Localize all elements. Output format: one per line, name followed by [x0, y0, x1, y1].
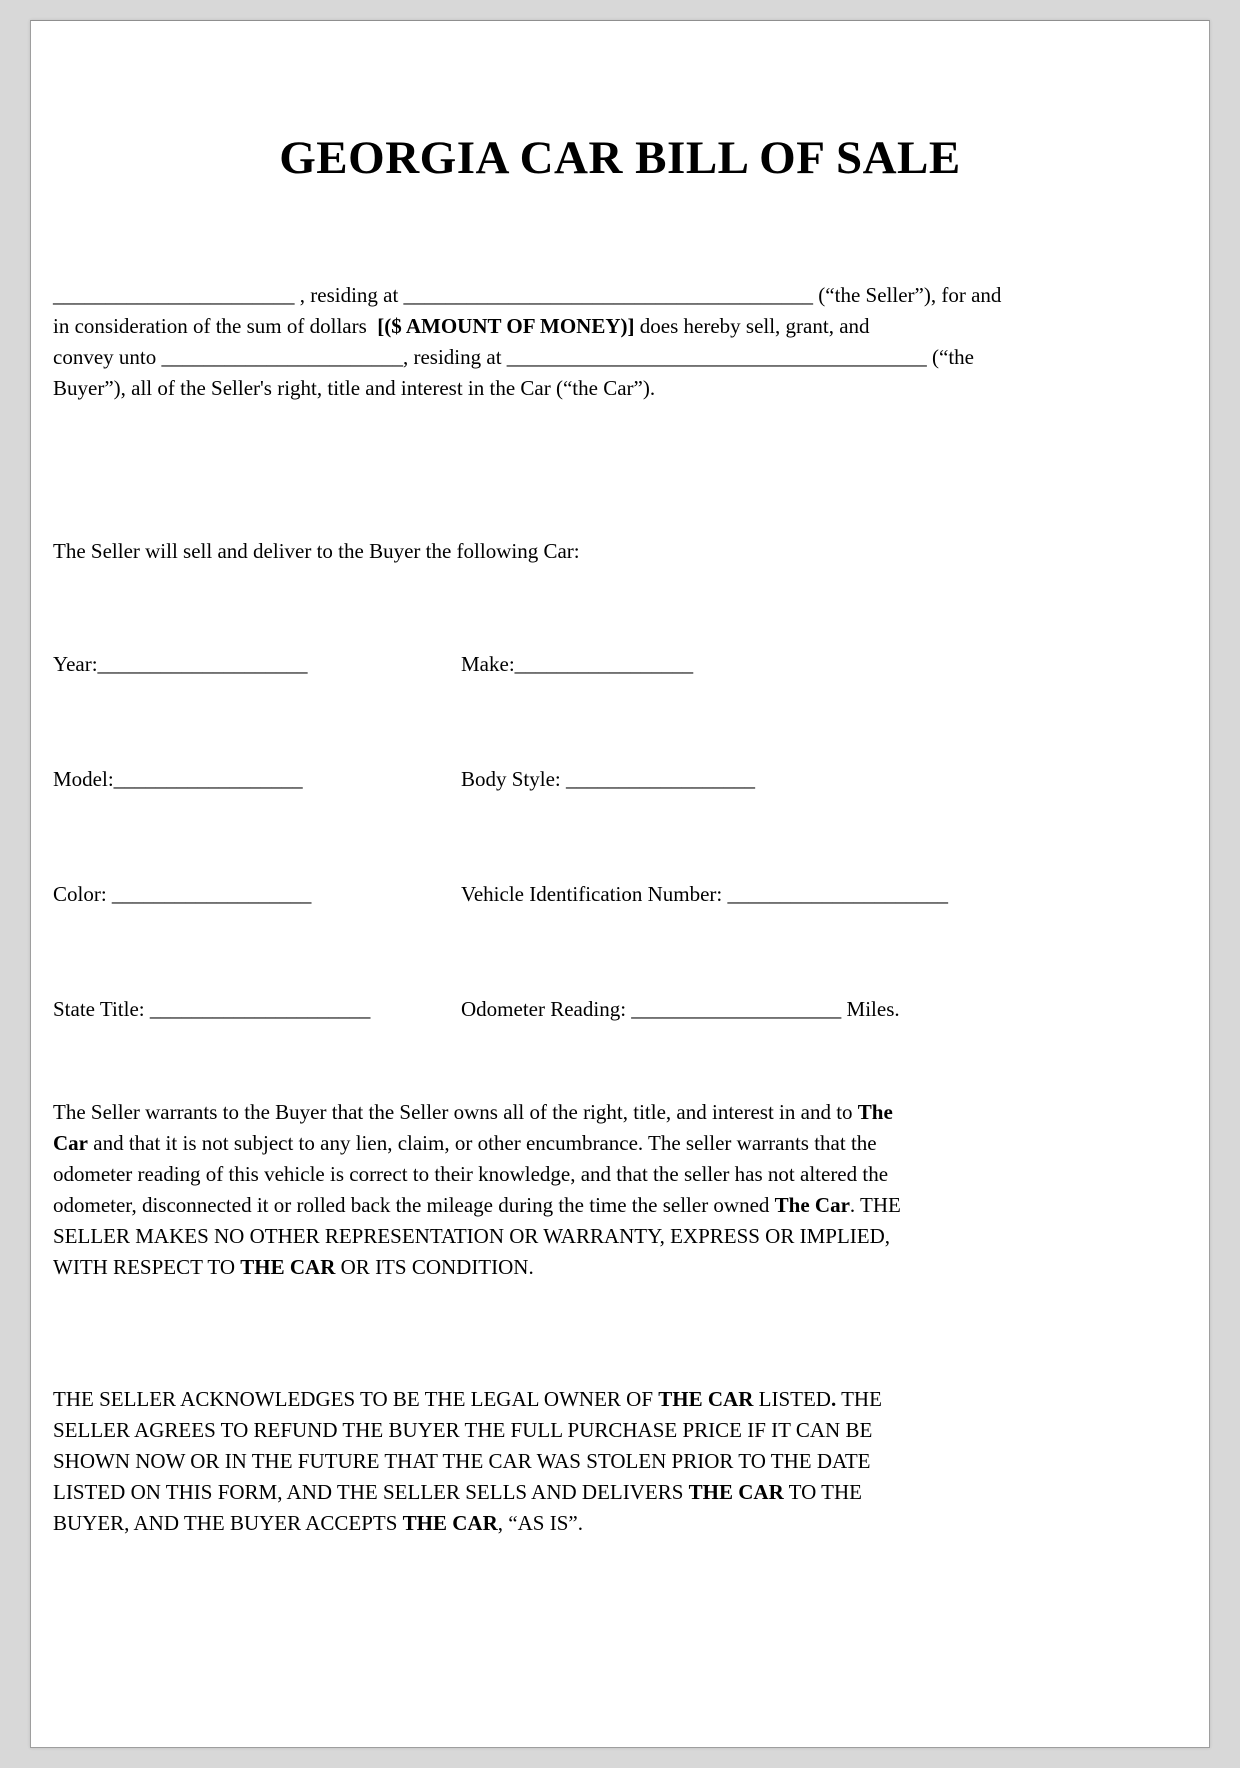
- ack-text: SELLER AGREES TO REFUND THE BUYER THE FULL PURCHASE PRICE IF IT CAN BE: [53, 1418, 873, 1442]
- opening-paragraph: [53, 280, 1187, 404]
- opening-line-2: [53, 311, 1187, 342]
- warranty-text: odometer, disconnected it or rolled back the mileage during the time the seller owned: [53, 1193, 775, 1217]
- sell-grant-text: does hereby sell, grant, and: [634, 314, 870, 338]
- warranty-line-3: [53, 1159, 1187, 1190]
- make-blank: _________________: [514, 652, 694, 676]
- the-car-bold: THE CAR: [240, 1255, 336, 1279]
- warranty-text: . THE: [849, 1193, 901, 1217]
- deliver-intro-text: The Seller will sell and deliver to the Buyer the following Car:: [53, 539, 580, 563]
- model-label: Model:: [53, 767, 114, 791]
- warranty-text: odometer reading of this vehicle is correct to their knowledge, and that the seller has not altered the: [53, 1162, 889, 1186]
- state-title-label: State Title:: [53, 997, 150, 1021]
- buyer-rights-text: Buyer”), all of the Seller's right, title and interest in the Car (“the Car”).: [53, 376, 656, 400]
- ack-text: SHOWN NOW OR IN THE FUTURE THAT THE CAR WAS STOLEN PRIOR TO THE DATE: [53, 1449, 871, 1473]
- body-style-label: Body Style:: [461, 767, 567, 791]
- vin-label: Vehicle Identification Number:: [461, 882, 728, 906]
- seller-name-and-address-blanks: _______________________ , residing at _______________________________________ (“the Seller”), for and: [53, 283, 1002, 307]
- consideration-text: in consideration of the sum of dollars: [53, 314, 378, 338]
- warranty-line-1: [53, 1097, 1187, 1128]
- buyer-name-and-address-blanks: convey unto _______________________, residing at ________________________________________ (“the: [53, 345, 975, 369]
- document-title: GEORGIA CAR BILL OF SALE: [279, 132, 961, 184]
- warranty-text: and that it is not subject to any lien, claim, or other encumbrance. The seller warrants that the: [88, 1131, 877, 1155]
- vin-blank: _____________________: [727, 882, 948, 906]
- ack-text: TO THE: [783, 1480, 862, 1504]
- warranty-line-2: [53, 1128, 1187, 1159]
- odometer-field: [461, 994, 900, 1025]
- ack-text: LISTED ON THIS FORM, AND THE SELLER SELLS AND DELIVERS: [53, 1480, 689, 1504]
- warranty-line-4: [53, 1190, 1187, 1221]
- warranty-text: OR ITS CONDITION.: [335, 1255, 534, 1279]
- field-row-color-vin: [53, 879, 1187, 910]
- state-title-blank: _____________________: [149, 997, 371, 1021]
- year-label: Year:: [53, 652, 98, 676]
- state-title-field: [53, 994, 461, 1025]
- the-car-bold: The Car: [774, 1193, 850, 1217]
- odometer-miles-suffix: Miles.: [841, 997, 900, 1021]
- odometer-blank: ____________________: [631, 997, 842, 1021]
- year-field: [53, 649, 461, 680]
- year-blank: ____________________: [97, 652, 308, 676]
- warranty-text: The Seller warrants to the Buyer that the Seller owns all of the right, title, and interest in and to: [53, 1100, 858, 1124]
- ack-text: THE: [836, 1387, 882, 1411]
- ack-text: THE SELLER ACKNOWLEDGES TO BE THE LEGAL OWNER OF: [53, 1387, 659, 1411]
- opening-line-3: [53, 342, 1187, 373]
- ack-line-4: [53, 1477, 1187, 1508]
- color-field: [53, 879, 461, 910]
- color-label: Color:: [53, 882, 112, 906]
- ack-text: , “AS IS”.: [497, 1511, 583, 1535]
- vin-field: [461, 879, 948, 910]
- the-car-bold: The: [857, 1100, 893, 1124]
- field-row-model-bodystyle: [53, 764, 1187, 795]
- model-field: [53, 764, 461, 795]
- deliver-intro: [53, 536, 1187, 567]
- ack-text: LISTED: [753, 1387, 831, 1411]
- make-field: [461, 649, 693, 680]
- the-car-bold: Car: [53, 1131, 88, 1155]
- the-car-bold: THE CAR: [658, 1387, 754, 1411]
- the-car-bold: THE CAR: [402, 1511, 498, 1535]
- color-blank: ___________________: [111, 882, 312, 906]
- acknowledgment-paragraph: [53, 1384, 1187, 1539]
- warranty-text: WITH RESPECT TO: [53, 1255, 241, 1279]
- ack-line-2: [53, 1415, 1187, 1446]
- vehicle-fields: [53, 649, 1187, 1025]
- document-page: [30, 20, 1210, 1748]
- body-style-blank: __________________: [566, 767, 756, 791]
- warranty-paragraph: [53, 1097, 1187, 1283]
- field-row-statetitle-odometer: [53, 994, 1187, 1025]
- amount-of-money-placeholder: [($ AMOUNT OF MONEY)]: [377, 314, 635, 338]
- field-row-year-make: [53, 649, 1187, 680]
- ack-text: BUYER, AND THE BUYER ACCEPTS: [53, 1511, 403, 1535]
- body-style-field: [461, 764, 755, 795]
- odometer-label: Odometer Reading:: [461, 997, 632, 1021]
- the-car-bold: THE CAR: [688, 1480, 784, 1504]
- warranty-line-6: [53, 1252, 1187, 1283]
- opening-line-4: [53, 373, 1187, 404]
- warranty-text: SELLER MAKES NO OTHER REPRESENTATION OR WARRANTY, EXPRESS OR IMPLIED,: [53, 1224, 891, 1248]
- ack-line-1: [53, 1384, 1187, 1415]
- bold-period: .: [830, 1387, 837, 1411]
- warranty-line-5: [53, 1221, 1187, 1252]
- make-label: Make:: [461, 652, 515, 676]
- model-blank: __________________: [113, 767, 303, 791]
- opening-line-1: [53, 280, 1187, 311]
- deliver-intro-line: [53, 536, 1187, 567]
- ack-line-5: [53, 1508, 1187, 1539]
- ack-line-3: [53, 1446, 1187, 1477]
